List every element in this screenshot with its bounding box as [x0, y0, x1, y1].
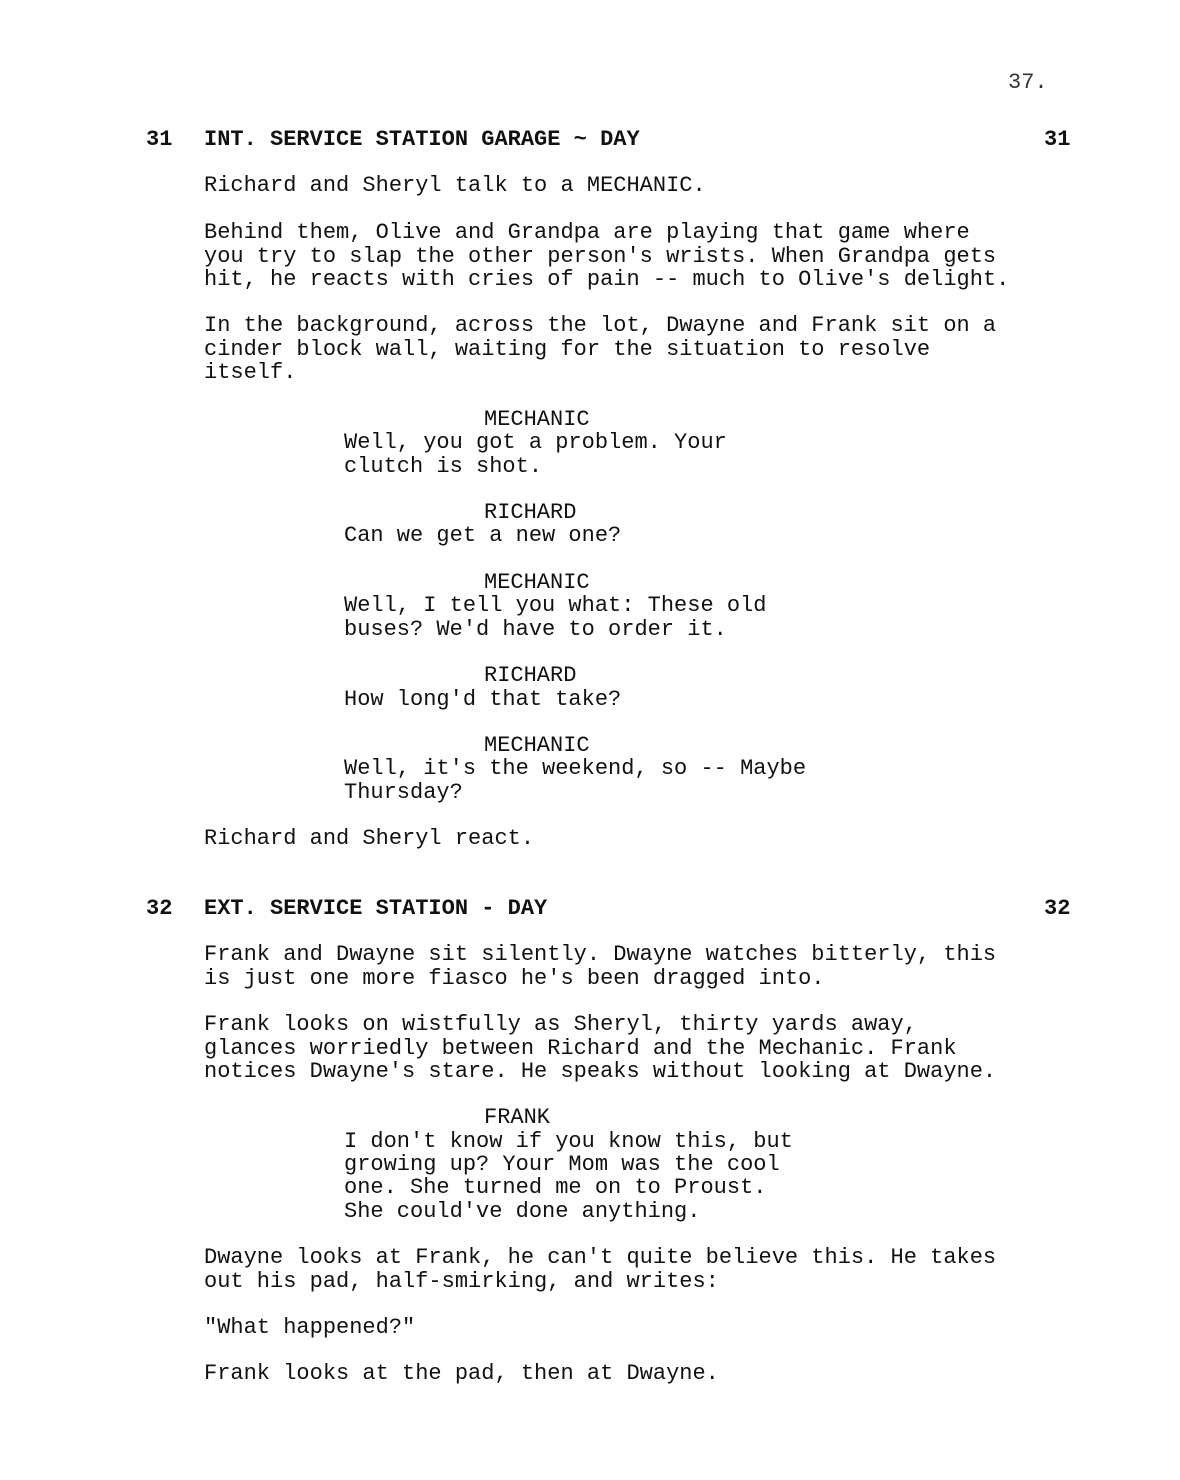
dialogue-line: Well, you got a problem. Your — [344, 430, 727, 455]
action-line: is just one more fiasco he's been dragged into. — [204, 966, 825, 991]
action-line: itself. — [204, 360, 297, 385]
scene-number-right: 32 — [1044, 896, 1071, 921]
action-line: hit, he reacts with cries of pain -- much to Olive's delight. — [204, 267, 1010, 292]
action-line: Dwayne looks at Frank, he can't quite believe this. He takes — [204, 1245, 997, 1270]
character-name: RICHARD — [484, 500, 577, 525]
action-line: out his pad, half-smirking, and writes: — [204, 1269, 719, 1294]
character-name: MECHANIC — [484, 733, 590, 758]
scene-number-left: 32 — [146, 896, 173, 921]
dialogue-line: Thursday? — [344, 780, 463, 805]
action-line: you try to slap the other person's wrists. When Grandpa gets — [204, 244, 997, 269]
dialogue-line: growing up? Your Mom was the cool — [344, 1152, 780, 1177]
action-line: Richard and Sheryl talk to a MECHANIC. — [204, 173, 706, 198]
action-line: notices Dwayne's stare. He speaks without looking at Dwayne. — [204, 1059, 997, 1084]
scene-number-right: 31 — [1044, 127, 1071, 152]
dialogue-line: I don't know if you know this, but — [344, 1129, 793, 1154]
action-line: In the background, across the lot, Dwayne and Frank sit on a — [204, 313, 997, 338]
scene-number-left: 31 — [146, 127, 173, 152]
action-line: Behind them, Olive and Grandpa are playing that game where — [204, 220, 970, 245]
character-name: MECHANIC — [484, 407, 590, 432]
action-line: glances worriedly between Richard and the Mechanic. Frank — [204, 1036, 957, 1061]
dialogue-line: How long'd that take? — [344, 687, 622, 712]
dialogue-line: Can we get a new one? — [344, 523, 622, 548]
action-line: cinder block wall, waiting for the situation to resolve — [204, 337, 931, 362]
scene-heading: EXT. SERVICE STATION - DAY — [204, 896, 548, 921]
page-number: 37. — [1008, 70, 1048, 95]
dialogue-line: Well, I tell you what: These old — [344, 593, 767, 618]
scene-heading: INT. SERVICE STATION GARAGE ~ DAY — [204, 127, 640, 152]
character-name: MECHANIC — [484, 570, 590, 595]
dialogue-line: She could've done anything. — [344, 1199, 701, 1224]
dialogue-line: one. She turned me on to Proust. — [344, 1175, 767, 1200]
action-line: "What happened?" — [204, 1315, 416, 1340]
dialogue-line: Well, it's the weekend, so -- Maybe — [344, 756, 807, 781]
character-name: FRANK — [484, 1105, 551, 1130]
dialogue-line: buses? We'd have to order it. — [344, 617, 727, 642]
character-name: RICHARD — [484, 663, 577, 688]
action-line: Richard and Sheryl react. — [204, 826, 535, 851]
action-line: Frank looks on wistfully as Sheryl, thirty yards away, — [204, 1012, 917, 1037]
dialogue-line: clutch is shot. — [344, 454, 543, 479]
action-line: Frank and Dwayne sit silently. Dwayne watches bitterly, this — [204, 942, 997, 967]
action-line: Frank looks at the pad, then at Dwayne. — [204, 1361, 719, 1386]
